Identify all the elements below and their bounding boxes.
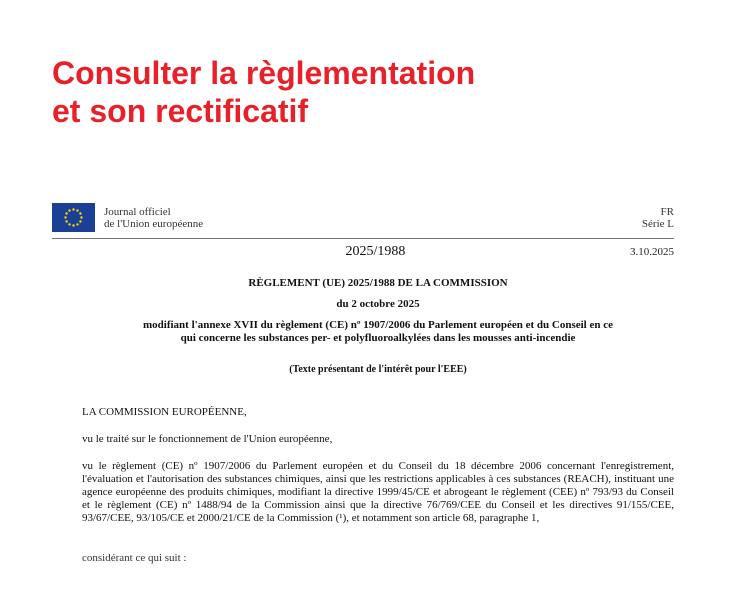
regulation-subject (82, 319, 674, 345)
journal-name (104, 206, 203, 230)
regulation-date: du 2 octobre 2025 (336, 298, 420, 310)
eu-stars-icon (52, 203, 95, 232)
headline-line-2: et son rectificatif (52, 93, 309, 129)
language-code: FR (660, 206, 674, 218)
headline-line-1: Consulter la règlementation (52, 55, 476, 91)
journal-name-line-1: Journal officiel (104, 206, 171, 218)
journal-name-line-2: de l'Union européenne (104, 218, 204, 230)
regulation-subject-line-1: modifiant l'annexe XVII du règlement (CE) nº 1907/2006 du Parlement européen et du Conseil en ce (143, 319, 613, 331)
eee-note: (Texte présentant de l'intérêt pour l'EEE) (289, 364, 467, 375)
page-headline (52, 54, 475, 130)
eu-flag-icon (52, 203, 95, 232)
paragraph-treaty: vu le traité sur le fonctionnement de l'Union européenne, (82, 433, 333, 445)
document-number-text: 2025/1988 (345, 244, 406, 259)
series-label: Série L (641, 218, 674, 230)
regulation-title: RÈGLEMENT (UE) 2025/1988 DE LA COMMISSION (248, 277, 508, 289)
journal-header (52, 203, 674, 233)
regulation-subject-line-2: qui concerne les substances per- et polyfluoroalkylées dans les mousses anti-incendie (180, 332, 576, 344)
paragraph-considerant: considérant ce qui suit : (82, 552, 187, 564)
publication-date: 3.10.2025 (630, 246, 674, 258)
language-series (642, 206, 674, 230)
paragraph-commission: LA COMMISSION EUROPÉENNE, (82, 406, 247, 418)
paragraph-reach: vu le règlement (CE) nº 1907/2006 du Parlement européen et du Conseil du 18 décembre 2006 concernant l'enregistrement, l'évaluation et l'autorisation des substances chimiques, ainsi que les restrictions applicables à ces substances (REACH), instituant une agence européenne des produits chimiques, modifiant la directive 1999/45/CE et abrogeant le règlement (CEE) nº 793/93 du Conseil et le règlement (CE) nº 1488/94 de la Commission ainsi que la directive 76/769/CEE du Conseil et les directives 91/155/CEE, 93/67/CEE, 93/105/CE et 2000/21/CE de la Commission (¹), et notamment son article 68, paragraphe 1, (82, 460, 674, 524)
header-divider (52, 238, 674, 239)
